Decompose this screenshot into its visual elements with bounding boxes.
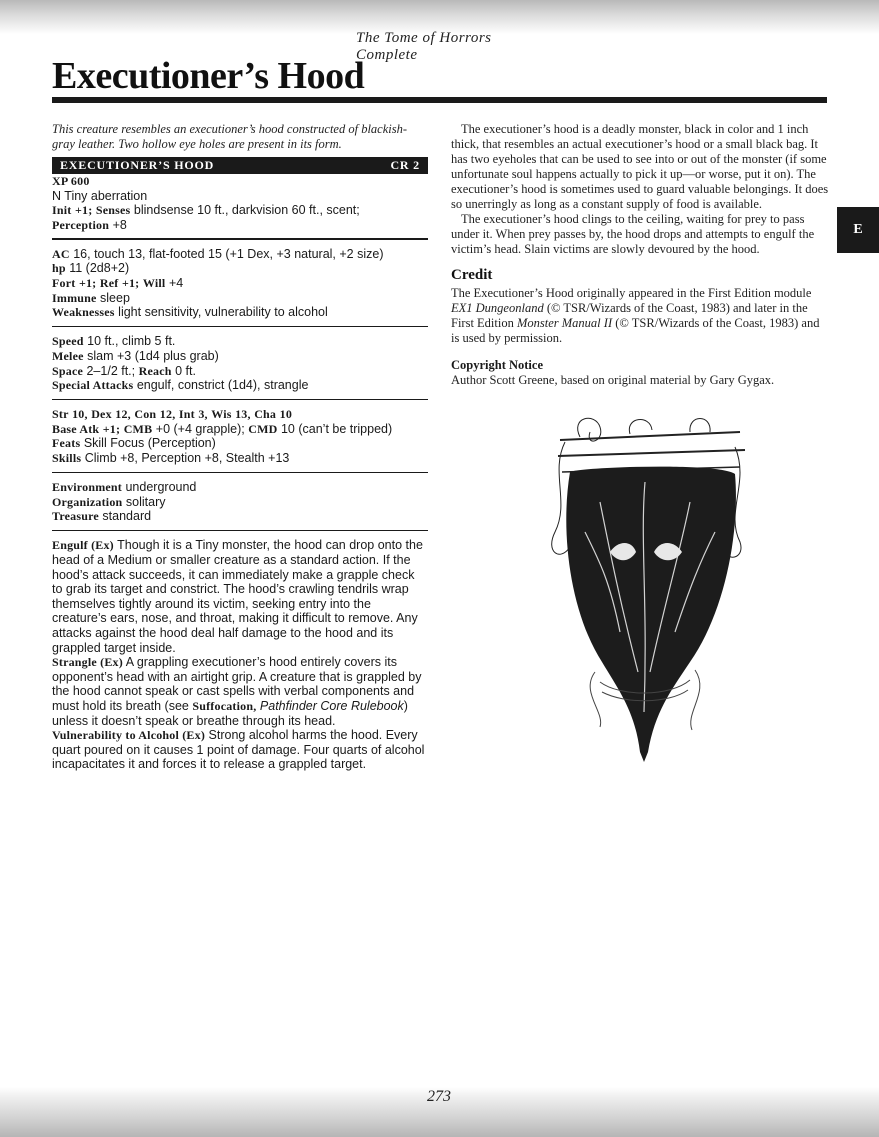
ac-value: 16, touch 13, flat-footed 15 (+1 Dex, +3 natural, +2 size): [73, 246, 384, 261]
creature-intro: This creature resembles an executioner’s hood constructed of blackish-gray leather. Two hollow eye holes are present in its form.: [52, 122, 408, 151]
section-divider: [52, 530, 428, 532]
treasure-value: standard: [102, 509, 152, 524]
section-divider: [52, 326, 428, 328]
environment-value: underground: [125, 480, 197, 495]
xp-label: XP 600: [52, 174, 90, 188]
suffocation-ref: Suffocation,: [192, 698, 257, 713]
fort-value: +1;: [78, 276, 97, 291]
wis-label: Wis: [211, 407, 232, 422]
challenge-rating: CR 2: [390, 158, 420, 172]
cha-value: 10: [279, 407, 293, 422]
bab-value: +1;: [102, 421, 121, 436]
skills-label: Skills: [52, 451, 82, 465]
reach-label: Reach: [138, 363, 172, 378]
credit-heading: Credit: [451, 267, 493, 283]
perception-value: +8: [112, 217, 127, 232]
engulf-text: Though it is a Tiny monster, the hood can drop onto the head of a Medium or smaller creature as a standard action. If the hood’s attack succeeds, it can immediately make a grapple check to grab its target and constrict. The hood’s crawling tendrils wrap themselves tightly around its victim, seeking entry into the creature’s ears, nose, and throat, making it difficult to remove. Any attacks against the hood deal half damage to the hood and its grappled target inside.: [52, 538, 423, 655]
senses-value: blindsense 10 ft., darkvision 60 ft., scent;: [133, 203, 360, 218]
hp-label: hp: [52, 261, 66, 276]
credit-text-3: (© TSR/Wizards of the Coast, 1983) and is used by permission.: [451, 316, 820, 345]
page-title: Executioner’s Hood: [52, 55, 365, 97]
space-value: 2–1/2 ft.;: [86, 363, 136, 378]
init-value: +1;: [74, 203, 93, 218]
will-label: Will: [142, 276, 166, 291]
stat-block-header: [52, 157, 428, 174]
engulf-ability: [52, 538, 428, 655]
ref-value: +1;: [121, 276, 140, 291]
int-label: Int: [178, 407, 195, 422]
con-value: 12,: [159, 407, 176, 422]
creature-name: EXECUTIONER’S HOOD: [60, 158, 215, 172]
engulf-label: Engulf (Ex): [52, 538, 114, 553]
speed-value: 10 ft., climb 5 ft.: [87, 334, 176, 349]
treasure-label: Treasure: [52, 509, 99, 524]
str-label: Str: [52, 407, 69, 422]
credit-text-1: The Executioner’s Hood originally appeared in the First Edition module: [451, 286, 812, 300]
strangle-text-1: A grappling executioner’s hood entirely covers its opponent’s head with an airtight grip. A creature that is grappled by the hood cannot speak or cast spells with verbal components and must hold its breath (see: [52, 655, 422, 713]
credit-text-2: (© TSR/Wizards of the Coast, 1983) and later in the First Edition: [451, 301, 808, 330]
strangle-text-2: ) unless it doesn’t speak or breathe through its head.: [52, 698, 408, 728]
cmd-value: 10 (can’t be tripped): [280, 421, 393, 436]
senses-label: Senses: [95, 203, 131, 218]
cmb-label: CMB: [123, 421, 153, 436]
cha-label: Cha: [254, 407, 277, 422]
type-line: N Tiny aberration: [52, 188, 148, 203]
weaknesses-value: light sensitivity, vulnerability to alcohol: [118, 305, 328, 320]
strangle-ability: [52, 655, 428, 728]
core-rulebook-ref: Pathfinder Core Rulebook: [259, 698, 404, 713]
immune-value: sleep: [100, 290, 130, 305]
description-paragraph-2: The executioner’s hood clings to the ceiling, waiting for prey to pass under it. When prey passes by, the hood drops and attempts to engulf the victim’s head. Slain victims are slowly devoured by the hood.: [451, 212, 815, 256]
ac-label: AC: [52, 246, 70, 261]
dex-label: Dex: [91, 407, 112, 422]
organization-label: Organization: [52, 494, 123, 509]
con-label: Con: [134, 407, 157, 422]
feats-label: Feats: [52, 436, 81, 451]
statistics-block: [52, 407, 428, 465]
strangle-label: Strangle (Ex): [52, 655, 123, 670]
fort-label: Fort: [52, 276, 76, 291]
executioners-hood-illustration: [540, 412, 750, 767]
will-value: +4: [168, 276, 184, 291]
credit-book-title: Monster Manual II: [516, 316, 613, 330]
section-divider: [52, 238, 428, 240]
weaknesses-label: Weaknesses: [52, 305, 115, 320]
hp-value: 11 (2d8+2): [69, 261, 130, 276]
defense-block: [52, 247, 428, 320]
special-attacks-value: engulf, constrict (1d4), strangle: [136, 378, 309, 393]
reach-value: 0 ft.: [175, 363, 196, 378]
credit-paragraph: [451, 286, 829, 346]
melee-value: slam +3 (1d4 plus grab): [87, 348, 219, 363]
section-tab[interactable]: E: [837, 207, 879, 253]
cmd-label: CMD: [248, 421, 278, 436]
vulnerability-label: Vulnerability to Alcohol (Ex): [52, 728, 206, 743]
wis-value: 13,: [235, 407, 251, 422]
speed-label: Speed: [52, 334, 84, 349]
space-label: Space: [52, 363, 83, 378]
feats-value: Skill Focus (Perception): [83, 436, 216, 451]
environment-label: Environment: [52, 480, 122, 495]
special-abilities-block: [52, 538, 428, 772]
ecology-block: [52, 480, 428, 524]
bab-label: Base Atk: [52, 421, 100, 436]
section-divider: [52, 399, 428, 401]
running-head: The Tome of Horrors Complete: [356, 30, 492, 63]
cmb-value: +0 (+4 grapple);: [155, 421, 245, 436]
str-value: 10,: [72, 407, 88, 422]
description-paragraph-1: The executioner’s hood is a deadly monster, black in color and 1 inch thick, that resembles an actual executioner’s hood or a small black bag. It has two eyeholes that can be used to see into or out of the monster (if some unfortunate soul happens actually to pick it up—or worse, put it on). The executioner’s hood is sometimes used to guard valuable belongings. It does so unerringly as long as a constant supply of food is available.: [451, 122, 829, 211]
melee-label: Melee: [52, 348, 84, 363]
page-number: 273: [427, 1088, 451, 1105]
special-attacks-label: Special Attacks: [52, 378, 134, 393]
section-divider: [52, 472, 428, 474]
right-column: [451, 122, 829, 388]
ref-label: Ref: [99, 276, 119, 291]
left-column: [52, 122, 428, 772]
defense-intro-block: [52, 174, 428, 232]
credit-module-title: EX1 Dungeonland: [451, 301, 544, 315]
title-rule: [52, 97, 827, 103]
decorative-top-border: [0, 0, 879, 34]
int-value: 3,: [198, 407, 208, 422]
init-label: Init: [52, 203, 72, 218]
vulnerability-ability: [52, 728, 428, 772]
copyright-text: Author Scott Greene, based on original material by Gary Gygax.: [451, 373, 775, 387]
skills-value: Climb +8, Perception +8, Stealth +13: [84, 451, 290, 465]
copyright-heading: Copyright Notice: [451, 358, 543, 372]
perception-label: Perception: [52, 217, 110, 232]
organization-value: solitary: [125, 494, 166, 509]
dex-value: 12,: [115, 407, 131, 422]
vulnerability-text: Strong alcohol harms the hood. Every quart poured on it causes 1 point of damage. Four quarts of alcohol incapacitates it and forces it to release a grappled target.: [52, 728, 425, 772]
offense-block: [52, 334, 428, 392]
immune-label: Immune: [52, 290, 97, 305]
